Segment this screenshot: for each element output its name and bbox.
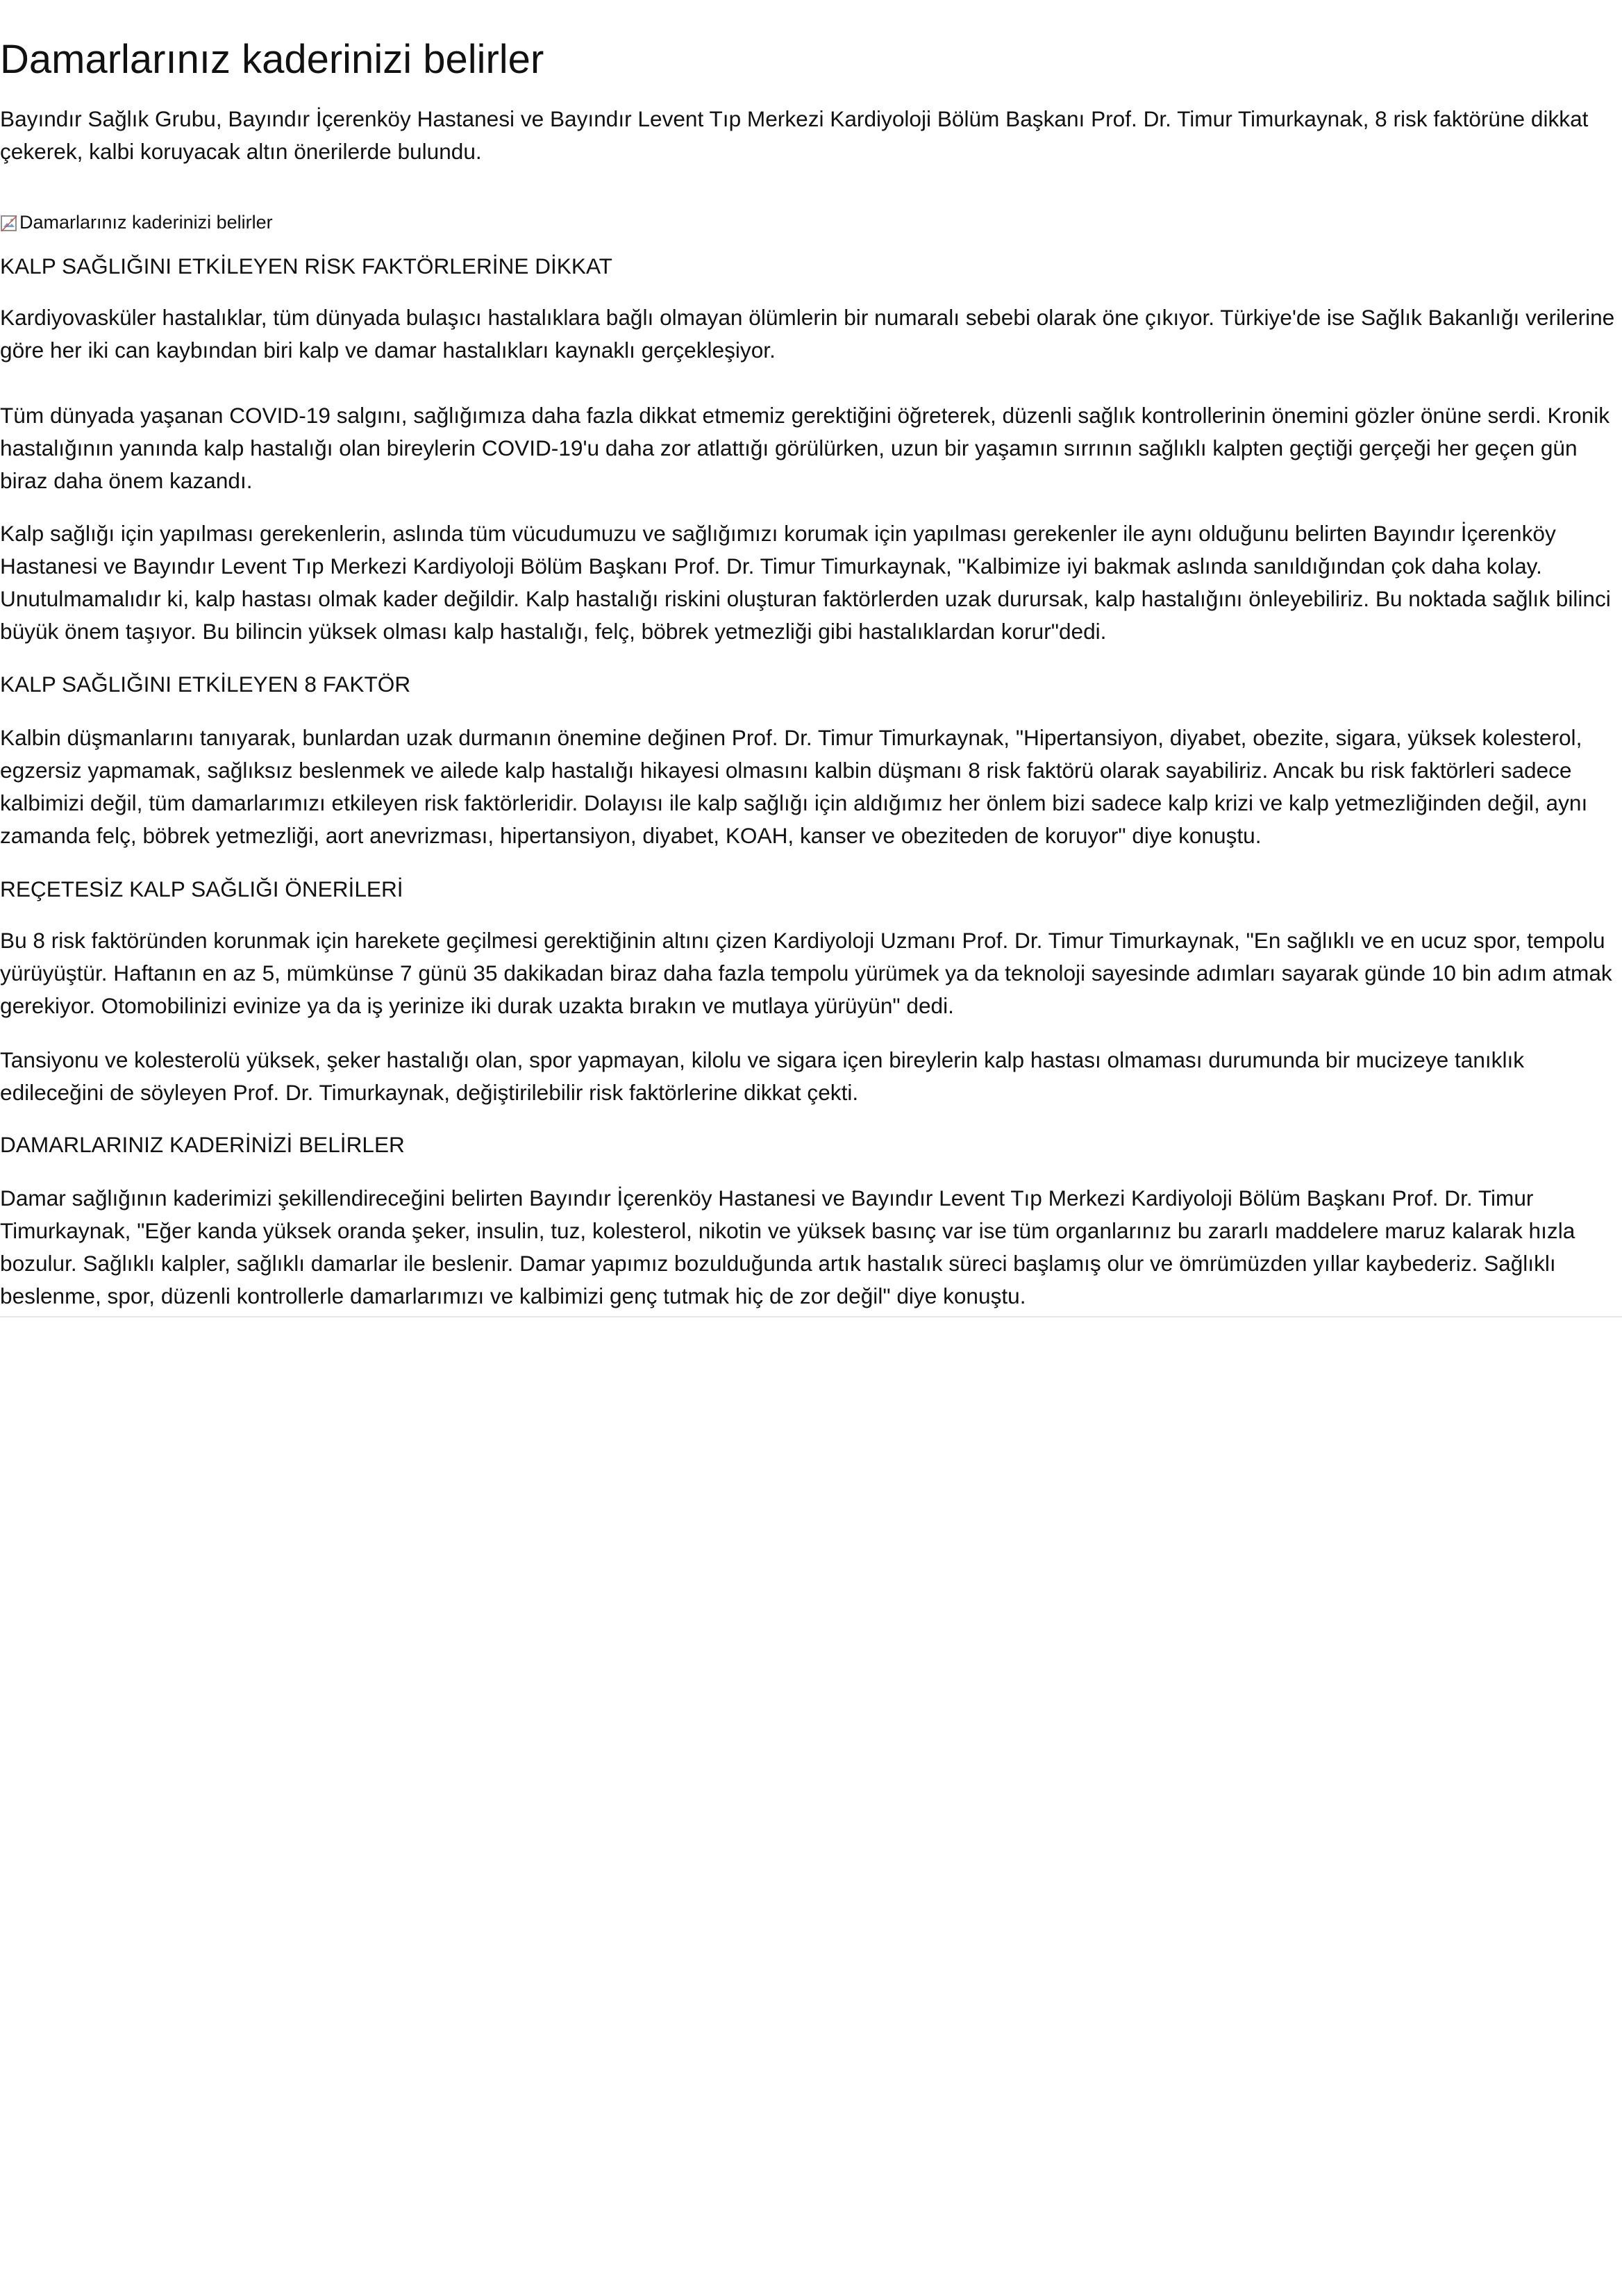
- section-paragraph: Kalp sağlığı için yapılması gerekenlerin, aslında tüm vücudumuzu ve sağlığımızı korumak için yapılması gerekenler ile aynı olduğunu belirten Bayındır İçerenköy Hastanesi ve Bayındır Levent Tıp Merkezi Kardiyoloji Bölüm Başkanı Prof. Dr. Timur Timurkaynak, "Kalbimize iyi bakmak aslında sanıldığından çok daha kolay. Unutulmamalıdır ki, kalp hastası olmak kader değildir. Kalp hastalığı riskini oluşturan faktörlerden uzak durursak, kalp hastalığını önleyebiliriz. Bu noktada sağlık bilinci büyük önem taşıyor. Bu bilincin yüksek olması kalp hastalığı, felç, böbrek yetmezliği gibi hastalıklardan korur"dedi.: [0, 521, 1611, 644]
- section-heading-8-factors: KALP SAĞLIĞINI ETKİLEYEN 8 FAKTÖR: [0, 672, 411, 697]
- page-title: Damarlarınız kaderinizi belirler: [0, 37, 544, 82]
- broken-image-icon: [0, 215, 18, 233]
- section-paragraph: Kardiyovasküler hastalıklar, tüm dünyada bulaşıcı hastalıklara bağlı olmayan ölümlerin bir numaralı sebebi olarak öne çıkıyor. Türkiye'de ise Sağlık Bakanlığı verilerine göre her iki can kaybından biri kalp ve damar hastalıkları kaynaklı gerçekleşiyor.: [0, 305, 1615, 363]
- article-image: [0, 208, 273, 236]
- section-paragraph: Kalbin düşmanlarını tanıyarak, bunlardan uzak durmanın önemine değinen Prof. Dr. Timur Timurkaynak, "Hipertansiyon, diyabet, obezite, sigara, yüksek kolesterol, egzersiz yapmamak, sağlıksız beslenmek ve ailede kalp hastalığı hikayesi olmasını kalbin düşmanı 8 risk faktörü olarak sayabiliriz. Ancak bu risk faktörleri sadece kalbimizi değil, tüm damarlarımızı etkileyen risk faktörleridir. Dolayısı ile kalp sağlığı için aldığımız her önlem bizi sadece kalp krizi ve kalp yetmezliğinden değil, aynı zamanda felç, böbrek yetmezliği, aort anevrizması, hipertansiyon, diyabet, KOAH, kanser ve obeziteden de koruyor" diye konuştu.: [0, 725, 1588, 848]
- section-paragraph: Damar sağlığının kaderimizi şekillendireceğini belirten Bayındır İçerenköy Hastanesi ve Bayındır Levent Tıp Merkezi Kardiyoloji Bölüm Başkanı Prof. Dr. Timur Timurkaynak, "Eğer kanda yüksek oranda şeker, insulin, tuz, kolesterol, nikotin ve yüksek basınç var ise tüm organlarınız bu zararlı maddelere maruz kalarak hızla bozulur. Sağlıklı kalpler, sağlıklı damarlar ile beslenir. Damar yapımız bozulduğunda artık hastalık süreci başlamış olur ve ömrümüzden yıllar kaybederiz. Sağlıklı beslenme, spor, düzenli kontrollerle damarlarımızı ve kalbimizi genç tutmak hiç de zor değil" diye konuştu.: [0, 1186, 1575, 1308]
- section-paragraph: Bu 8 risk faktöründen korunmak için harekete geçilmesi gerektiğinin altını çizen Kardiyoloji Uzmanı Prof. Dr. Timur Timurkaynak, "En sağlıklı ve en ucuz spor, tempolu yürüyüştür. Haftanın en az 5, mümkünse 7 günü 35 dakikadan biraz daha fazla tempolu yürümek ya da teknoloji sayesinde adımları sayarak günde 10 bin adım atmak gerekiyor. Otomobilinizi evinize ya da iş yerinize iki durak uzakta bırakın ve mutlaya yürüyün" dedi.: [0, 928, 1612, 1018]
- content-divider: [0, 1316, 1622, 1317]
- image-alt-text: Damarlarınız kaderinizi belirler: [19, 212, 273, 233]
- section-heading-risk-factors: KALP SAĞLIĞINI ETKİLEYEN RİSK FAKTÖRLERİNE DİKKAT: [0, 253, 612, 278]
- section-heading-vessels: DAMARLARINIZ KADERİNİZİ BELİRLER: [0, 1132, 405, 1157]
- section-paragraph: Tansiyonu ve kolesterolü yüksek, şeker hastalığı olan, spor yapmayan, kilolu ve sigara içen bireylerin kalp hastası olmaması durumunda bir mucizeye tanıklık edileceğini de söyleyen Prof. Dr. Timurkaynak, değiştirilebilir risk faktörlerine dikkat çekti.: [0, 1047, 1525, 1105]
- lead-paragraph: Bayındır Sağlık Grubu, Bayındır İçerenköy Hastanesi ve Bayındır Levent Tıp Merkezi Kardiyoloji Bölüm Başkanı Prof. Dr. Timur Timurkaynak, 8 risk faktörüne dikkat çekerek, kalbi koruyacak altın önerilerde bulundu.: [0, 106, 1589, 164]
- section-paragraph: Tüm dünyada yaşanan COVID-19 salgını, sağlığımıza daha fazla dikkat etmemiz gerektiğini öğreterek, düzenli sağlık kontrollerinin önemini gözler önüne serdi. Kronik hastalığının yanında kalp hastalığı olan bireylerin COVID-19'u daha zor atlattığı görülürken, uzun bir yaşamın sırrının sağlıklı kalpten geçtiği gerçeği her geçen gün biraz daha önem kazandı.: [0, 403, 1610, 493]
- section-heading-prescription-free: REÇETESİZ KALP SAĞLIĞI ÖNERİLERİ: [0, 876, 403, 901]
